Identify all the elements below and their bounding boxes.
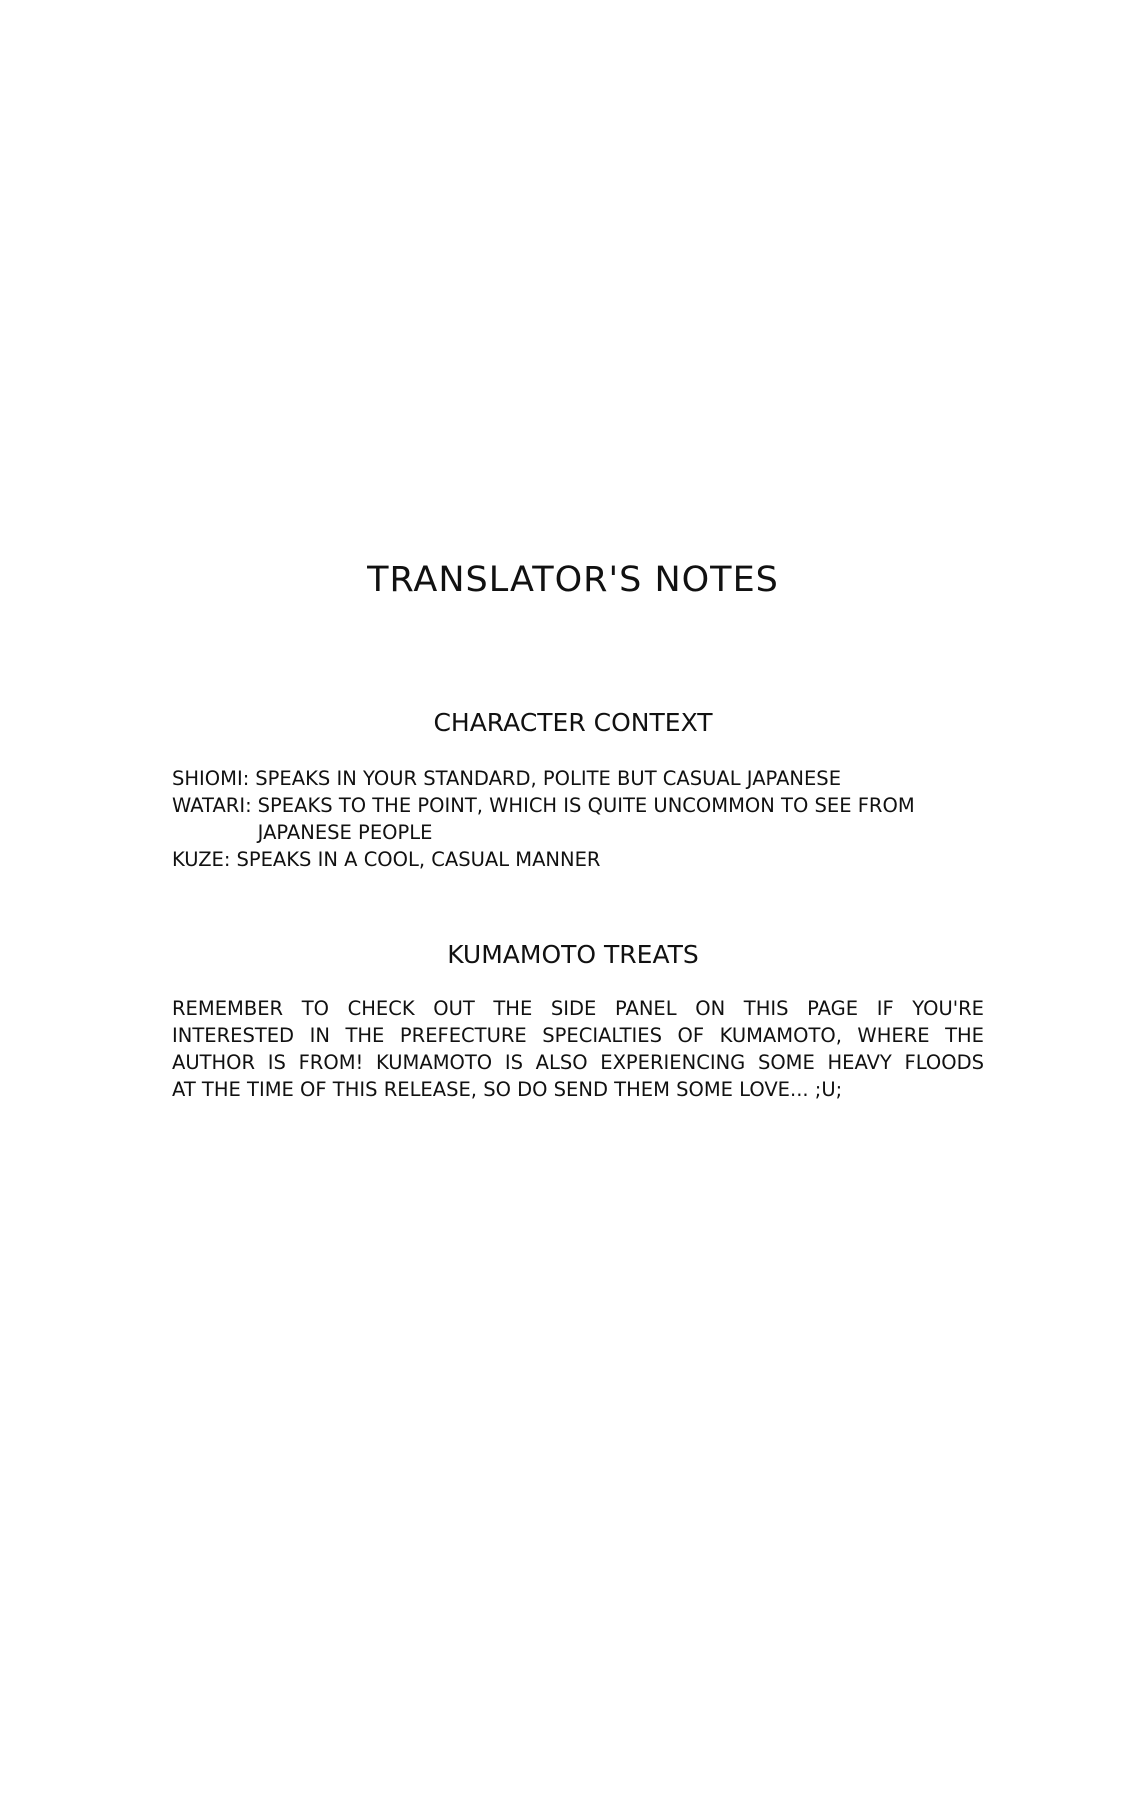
character-name: SHIOMI: [172,767,250,790]
character-context-list [172,765,992,873]
character-name: WATARI: [172,794,252,817]
kumamoto-treats-heading: KUMAMOTO TREATS [447,940,699,969]
character-name: KUZE: [172,848,231,871]
character-description: SPEAKS TO THE POINT, WHICH IS QUITE UNCOMMON TO SEE FROM JAPANESE PEOPLE [257,794,915,844]
character-description: SPEAKS IN YOUR STANDARD, POLITE BUT CASUAL JAPANESE [255,767,842,790]
character-entry-watari [172,792,992,846]
page-title: TRANSLATOR'S NOTES [367,560,779,600]
paragraph-line: AT THE TIME OF THIS RELEASE, SO DO SEND THEM SOME LOVE... ;U; [172,1078,843,1101]
character-context-heading: CHARACTER CONTEXT [433,708,713,737]
character-entry-shiomi [172,765,992,792]
paragraph-line: INTERESTED IN THE PREFECTURE SPECIALTIES OF KUMAMOTO, WHERE THE [172,1024,984,1047]
paragraph-line: REMEMBER TO CHECK OUT THE SIDE PANEL ON THIS PAGE IF YOU'RE [172,997,984,1020]
character-entry-kuze [172,846,992,873]
paragraph-line: AUTHOR IS FROM! KUMAMOTO IS ALSO EXPERIENCING SOME HEAVY FLOODS [172,1051,984,1074]
character-description: SPEAKS IN A COOL, CASUAL MANNER [236,848,601,871]
kumamoto-treats-paragraph [172,995,984,1103]
